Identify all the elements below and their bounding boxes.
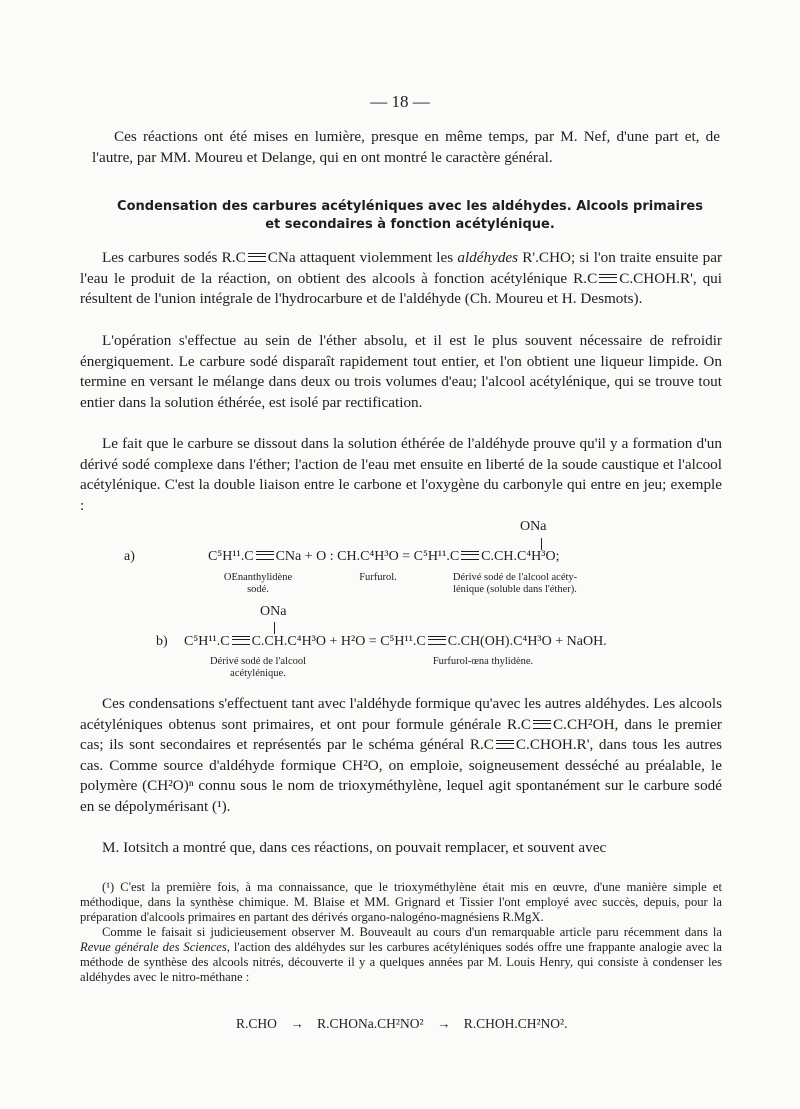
section-heading-line2: et secondaires à fonction acétylénique. [265, 217, 555, 232]
eq-b-bond-line [274, 622, 275, 634]
eq-a-caption-3-line2: lénique (soluble dans l'éther). [453, 584, 577, 595]
paragraph-3: Le fait que le carbure se dissout dans la solution éthérée de l'aldéhyde prouve qu'il y a formation d'un dérivé sodé complexe dans l'éther; l'action de l'eau met ensuite en liberté de la soude caustique et l'alcool acétylénique. C'est la double liaison entre le carbone et l'oxygène du carbonyle qui entre en jeu; exemple : [80, 435, 722, 514]
final-formula-term-1: R.CHO [236, 1016, 277, 1031]
p1-text-a: Les carbures sodés R.C [102, 249, 246, 266]
paragraph-1 [80, 248, 722, 310]
p4-text-b: C.CH²OH, dans le premier cas; ils sont secondaires et représentés par le schéma général R.C [80, 715, 722, 754]
eq-b-part-2: C.CH.C⁴H³O + H²O = C⁵H¹¹.C [251, 634, 426, 649]
triple-bond-icon [599, 274, 617, 283]
page-number: — 18 — [370, 92, 430, 111]
eq-a-caption-1-line2: sodé. [247, 584, 269, 595]
p1-text-e: C.CHOH.R', qui résultent de l'union intégrale de l'hydrocarbure et de l'aldéhyde (Ch. Moureu et H. Desmots). [80, 269, 722, 308]
p1-text-b: CNa attaquent violemment les [267, 249, 458, 266]
p1-text-d: R'.CHO; si l'on traite ensuite par l'eau le produit de la réaction, on obtient des alcools à fonction acétylénique R.C [80, 249, 722, 287]
paragraph-2: L'opération s'effectue au sein de l'éther absolu, et il est le plus souvent nécessaire de refroidir énergiquement. Le carbure sodé disparaît rapidement tout entier, et l'on obtient une liqueur limpide. On termine en versant le mélange dans deux ou trois volumes d'eau; l'alcool acétylénique, qui se trouve tout entier dans la solution éthérée, est isolé par rectification. [80, 332, 722, 411]
footnote-1: (¹) C'est la première fois, à ma connaissance, que le trioxyméthylène était mis en œuvre, d'une manière simple et méthodique, dans la synthèse chimique. M. Blaise et MM. Grignard et Tissier l'ont employé avec succès, depuis, pour la préparation d'alcools primaires en partant des dérivés organo-nalogéno-magnésiens R.MgX. [80, 880, 722, 924]
triple-bond-icon [461, 551, 479, 560]
final-formula-term-2: R.CHONa.CH²NO² [317, 1016, 424, 1031]
triple-bond-icon [533, 720, 551, 729]
triple-bond-icon [256, 551, 274, 560]
eq-b-caption-1-line2: acétylénique. [230, 668, 286, 679]
final-formula [236, 1016, 567, 1032]
p4-text-a: Ces condensations s'effectuent tant avec l'aldéhyde formique qu'avec les autres aldéhydes. Les alcools acétyléniques obtenus sont primaires, et ont pour formule générale R.C [80, 695, 722, 733]
eq-a-caption-1 [198, 572, 318, 596]
eq-a-ona: ONa [520, 519, 547, 534]
eq-b-formula [184, 634, 607, 650]
paragraph-5: M. Iotsitch a montré que, dans ces réactions, on pouvait remplacer, et souvent avec [102, 839, 607, 856]
section-heading [110, 198, 710, 234]
eq-a-label: a) [124, 549, 135, 564]
eq-a-left-2: CNa + O : CH.C⁴H³O = C⁵H¹¹.C [275, 549, 460, 564]
eq-a-formula [208, 549, 559, 565]
triple-bond-icon [428, 636, 446, 645]
intro-paragraph: Ces réactions ont été mises en lumière, presque en même temps, par M. Nef, d'une part et, de l'autre, par MM. Moureu et Delange, qui en ont montré le caractère général. [92, 128, 720, 166]
eq-b-caption-1-line1: Dérivé sodé de l'alcool [209, 656, 307, 667]
eq-b-caption-1 [188, 656, 328, 680]
paragraph-4 [80, 694, 722, 818]
p4-text-c: C.CHOH.R', dans tous les autres cas. Comme source d'aldéhyde formique CH²O, on emploie, soigneusement desséché au préalable, le polymère (CH²O)ⁿ connu sous le nom de trioxyméthylène, lequel agit spontanément sur le carbure sodé en se dépolymérisant (¹). [80, 736, 722, 815]
eq-a-left-1: C⁵H¹¹.C [208, 549, 254, 564]
eq-b-caption-2: Furfurol-œna thylidène. [432, 656, 534, 667]
eq-b-ona: ONa [260, 604, 287, 619]
fn2-text-b: Revue générale des Sciences [80, 940, 227, 954]
triple-bond-icon [496, 740, 514, 749]
eq-b-label: b) [156, 634, 168, 649]
eq-b-part-1: C⁵H¹¹.C [184, 634, 230, 649]
triple-bond-icon [232, 636, 250, 645]
final-formula-term-3: R.CHOH.CH²NO². [463, 1016, 568, 1031]
fn2-text-c: , l'action des aldéhydes sur les carbures acétyléniques sodés offre une frappante analogie avec la méthode de synthèse des alcools nitrés, découverte il y a quelques années par M. Louis Henry, qui consiste à condenser les aldéhydes avec le nitro-méthane : [80, 940, 722, 984]
footnotes [80, 880, 722, 985]
eq-a-caption-3-line1: Dérivé sodé de l'alcool acéty- [452, 572, 578, 583]
arrow-right-icon: → [290, 1016, 304, 1031]
footnote-2 [80, 925, 722, 985]
p1-text-c: aldéhydes [457, 249, 519, 266]
eq-a-caption-1-line1: OEnanthylidène [223, 572, 293, 583]
fn2-text-a: Comme le faisait si judicieusement observer M. Bouveault au cours d'un remarquable article paru récemment dans la [102, 925, 722, 939]
eq-a-left-3: C.CH.C⁴H³O; [481, 549, 560, 564]
eq-a-caption-3 [430, 572, 600, 596]
arrow-right-icon: → [436, 1016, 451, 1031]
triple-bond-icon [248, 253, 266, 262]
eq-a-caption-2: Furfurol. [359, 572, 397, 583]
eq-b-part-3: C.CH(OH).C⁴H³O + NaOH. [447, 634, 607, 649]
section-heading-line1: Condensation des carbures acétyléniques avec les aldéhydes. Alcools primaires [117, 199, 703, 214]
